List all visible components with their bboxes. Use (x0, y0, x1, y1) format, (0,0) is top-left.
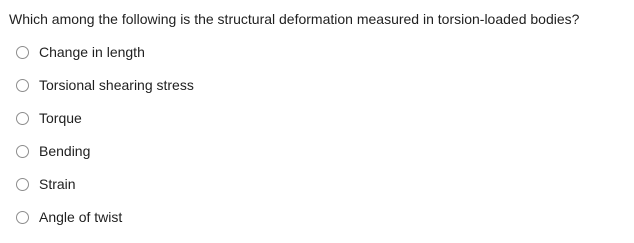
question-text: Which among the following is the structural deformation measured in torsion-loaded bodies? (9, 11, 580, 27)
radio-button[interactable] (16, 46, 29, 59)
option-change-in-length[interactable] (16, 43, 194, 76)
option-angle-of-twist[interactable] (16, 208, 194, 241)
radio-button[interactable] (16, 145, 29, 158)
option-label[interactable]: Change in length (39, 44, 145, 60)
radio-button[interactable] (16, 178, 29, 191)
option-label[interactable]: Strain (39, 176, 76, 192)
option-label[interactable]: Angle of twist (39, 209, 123, 225)
option-torque[interactable] (16, 109, 194, 142)
option-label[interactable]: Bending (39, 143, 91, 159)
option-label[interactable]: Torsional shearing stress (39, 77, 194, 93)
option-bending[interactable] (16, 142, 194, 175)
answer-options (16, 43, 194, 241)
radio-button[interactable] (16, 211, 29, 224)
radio-button[interactable] (16, 79, 29, 92)
option-label[interactable]: Torque (39, 110, 82, 126)
option-torsional-shearing-stress[interactable] (16, 76, 194, 109)
radio-button[interactable] (16, 112, 29, 125)
option-strain[interactable] (16, 175, 194, 208)
